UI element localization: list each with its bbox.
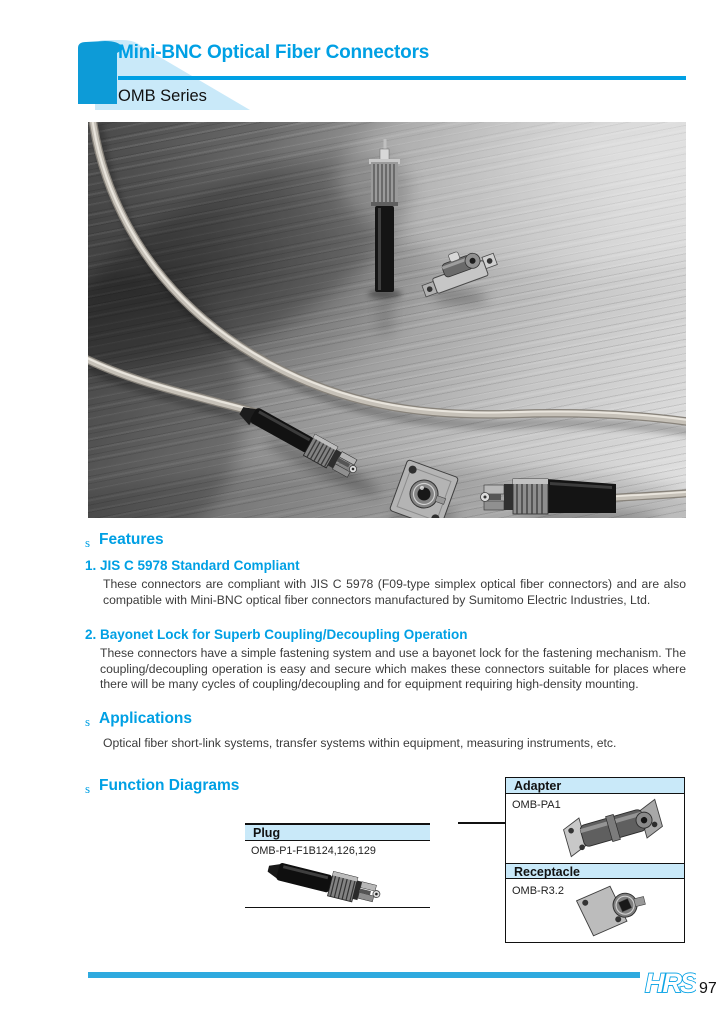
feature-1-title: 1. JIS C 5978 Standard Compliant xyxy=(85,558,300,573)
applications-bullet: s xyxy=(85,714,91,729)
feature-1-body: These connectors are compliant with JIS C 5978 (F09-type simplex optical fiber connectors) and are also compatible with Mini-BNC optical fiber connectors manufactured by Sumitomo Electric Industries, Ltd. xyxy=(103,577,686,607)
footer-bar xyxy=(88,972,640,978)
receptacle-part-number: OMB-R3.2 xyxy=(512,885,564,897)
title-rule xyxy=(118,76,686,80)
page-number: 97 xyxy=(699,980,717,997)
applications-body: Optical fiber short-link systems, transfer systems within equipment, measuring instruments, etc. xyxy=(103,736,617,750)
plug-part-number: OMB-P1-F1B124,126,129 xyxy=(251,845,376,857)
plug-band: Plug xyxy=(245,825,430,841)
feature-2-title: 2. Bayonet Lock for Superb Coupling/Decoupling Operation xyxy=(85,627,468,642)
plug-illustration xyxy=(265,854,415,906)
page-title: Mini-BNC Optical Fiber Connectors xyxy=(118,42,430,63)
plug-diagram-box xyxy=(245,823,430,908)
features-bullet: s xyxy=(85,535,91,550)
photo-illustration xyxy=(88,122,686,518)
function-diagrams-heading: Function Diagrams xyxy=(99,777,240,794)
hrs-logo-text: HRS xyxy=(645,968,696,998)
diagram-connector-line xyxy=(458,822,505,824)
adapter-receptacle-box xyxy=(505,777,685,943)
feature-2-body: These connectors have a simple fastening system and use a bayonet lock for the fastening mechanism. The coupling/decoupling operation is easy and secure which makes these connectors suitable for places where there will be many cycles of coupling/decoupling and for equipment requiring high-density mounting. xyxy=(100,646,686,692)
features-heading: Features xyxy=(99,531,164,548)
adapter-part-number: OMB-PA1 xyxy=(512,799,561,811)
series-subtitle: OMB Series xyxy=(118,87,207,105)
adapter-band: Adapter xyxy=(506,778,684,794)
function-diagrams-bullet: s xyxy=(85,781,91,796)
applications-heading: Applications xyxy=(99,710,193,727)
adapter-illustration xyxy=(552,798,674,858)
hrs-logo xyxy=(644,966,696,1000)
receptacle-illustration xyxy=(552,885,674,937)
receptacle-band: Receptacle xyxy=(506,863,684,879)
product-photo xyxy=(88,122,686,518)
plug-box-bottom-line xyxy=(245,907,430,909)
